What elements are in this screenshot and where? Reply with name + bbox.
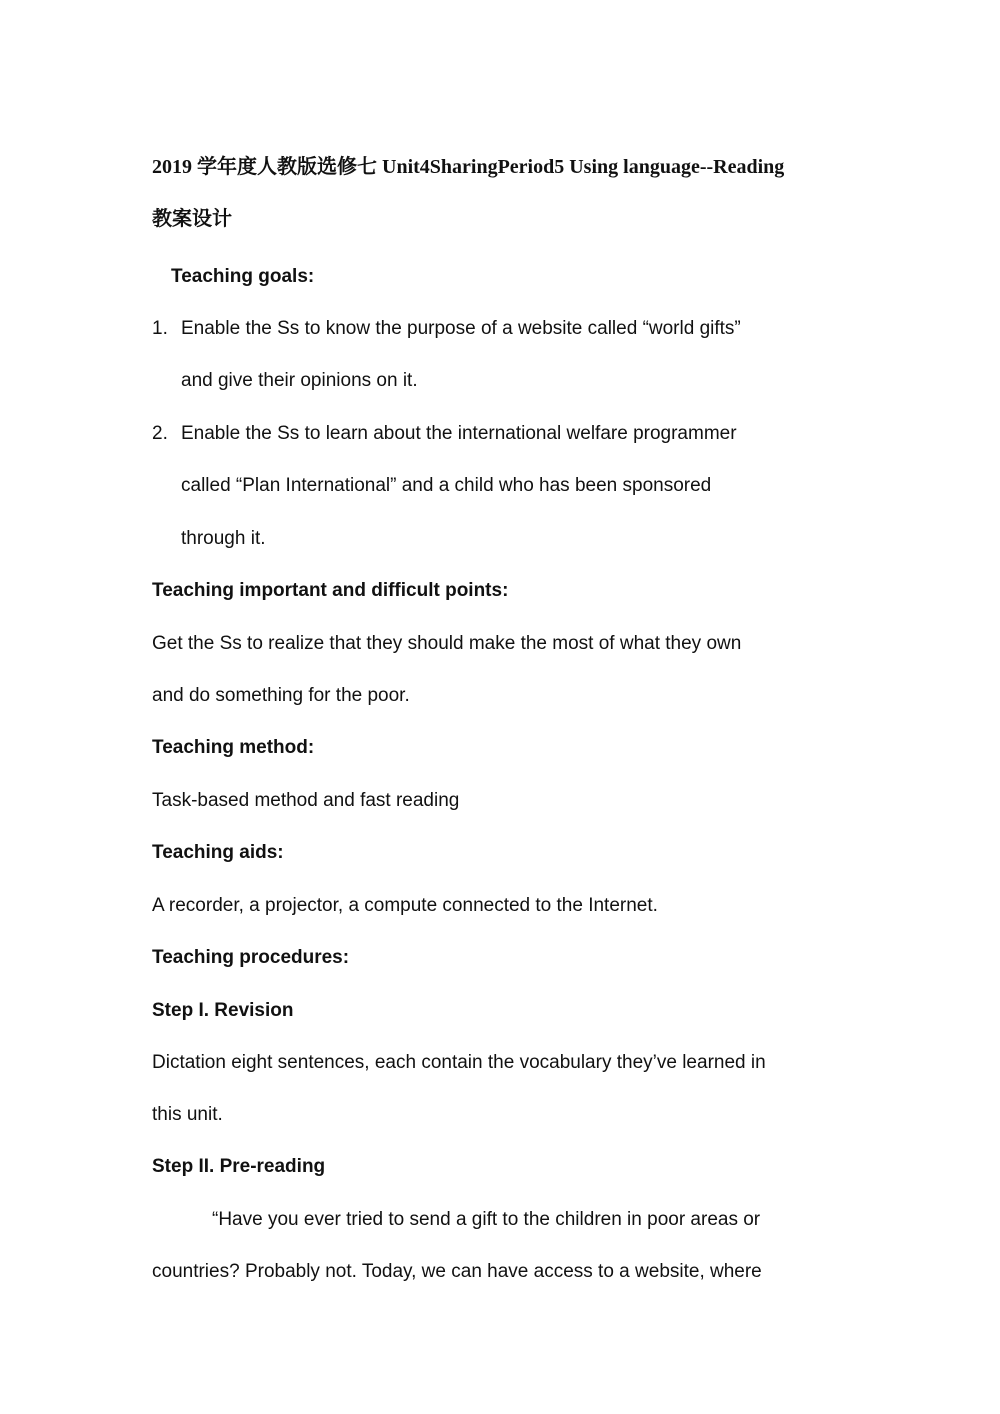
goal-text: Enable the Ss to know the purpose of a website called “world gifts”	[181, 318, 741, 339]
goal-number: 1.	[152, 318, 168, 339]
goal-text: through it.	[181, 528, 266, 549]
step2-heading: Step II. Pre-reading	[152, 1156, 326, 1177]
goal-text: Enable the Ss to learn about the international welfare programmer	[181, 423, 737, 444]
method-text: Task-based method and fast reading	[152, 790, 460, 811]
aids-heading: Teaching aids:	[152, 842, 284, 863]
document-title: 2019 学年度人教版选修七 Unit4SharingPeriod5 Using language--Reading	[152, 156, 785, 178]
step1-heading: Step I. Revision	[152, 1000, 294, 1021]
step2-text: countries? Probably not. Today, we can have access to a website, where	[152, 1261, 762, 1282]
points-text: Get the Ss to realize that they should make the most of what they own	[152, 633, 742, 654]
goal-text: and give their opinions on it.	[181, 370, 418, 391]
document-subtitle: 教案设计	[152, 208, 232, 230]
goal-number: 2.	[152, 423, 168, 444]
points-heading: Teaching important and difficult points:	[152, 580, 509, 601]
procedures-heading: Teaching procedures:	[152, 947, 350, 968]
step2-text: “Have you ever tried to send a gift to the children in poor areas or	[212, 1209, 761, 1230]
method-heading: Teaching method:	[152, 737, 315, 758]
goals-heading: Teaching goals:	[171, 266, 315, 287]
step1-text: this unit.	[152, 1104, 223, 1125]
aids-text: A recorder, a projector, a compute connected to the Internet.	[152, 895, 658, 916]
step1-text: Dictation eight sentences, each contain the vocabulary they’ve learned in	[152, 1052, 766, 1073]
goal-text: called “Plan International” and a child who has been sponsored	[181, 475, 712, 496]
points-text: and do something for the poor.	[152, 685, 410, 706]
